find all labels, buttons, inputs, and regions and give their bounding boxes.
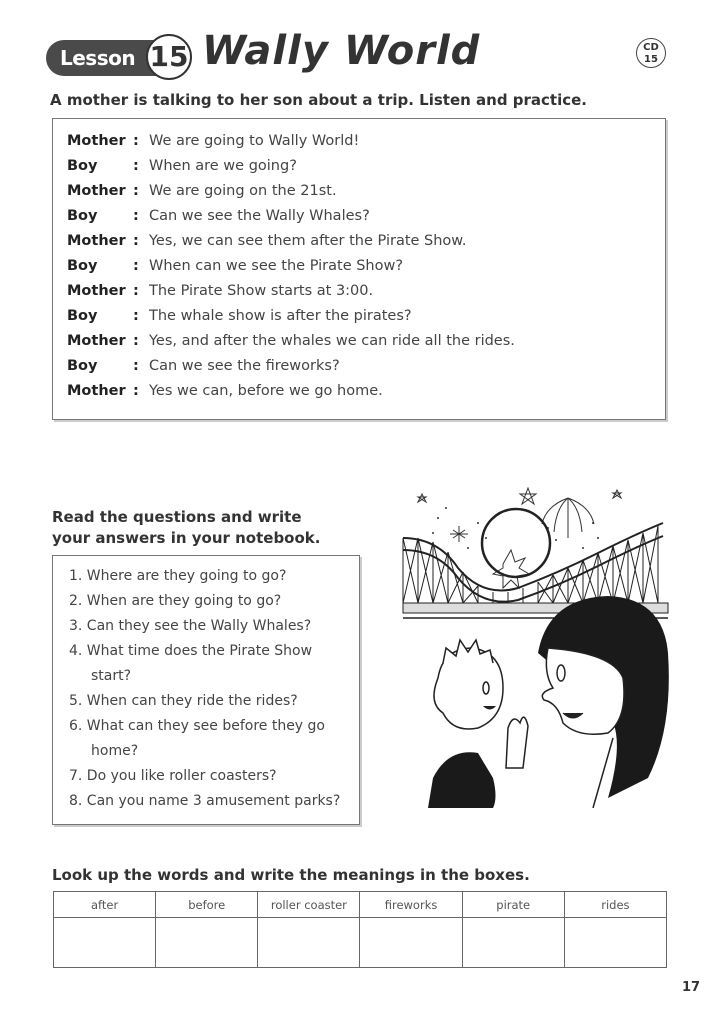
dialogue-text: Yes, we can see them after the Pirate Show. bbox=[149, 233, 467, 249]
vocab-table bbox=[53, 891, 667, 968]
colon: : bbox=[133, 133, 139, 149]
questions-instruction-line2: your answers in your notebook. bbox=[52, 529, 321, 547]
dialogue-line bbox=[67, 258, 403, 280]
question-line: 3. Can they see the Wally Whales? bbox=[69, 618, 312, 634]
question-line: 2. When are they going to go? bbox=[69, 593, 282, 609]
colon: : bbox=[133, 208, 139, 224]
mother-figure bbox=[538, 596, 669, 808]
colon: : bbox=[133, 333, 139, 349]
speaker-name: Mother bbox=[67, 133, 126, 149]
vocab-answer-box[interactable] bbox=[54, 918, 156, 968]
dialogue-line bbox=[67, 183, 337, 205]
vocab-answer-box[interactable] bbox=[156, 918, 258, 968]
dialogue-line bbox=[67, 208, 370, 230]
lesson-label: Lesson bbox=[46, 40, 174, 76]
cd-track-number: 15 bbox=[644, 54, 658, 65]
dialogue-text: Yes we can, before we go home. bbox=[149, 383, 383, 399]
dialogue-line bbox=[67, 383, 383, 405]
colon: : bbox=[133, 358, 139, 374]
dialogue-text: We are going on the 21st. bbox=[149, 183, 337, 199]
roller-coaster-track bbox=[403, 523, 663, 602]
cd-label: CD bbox=[643, 42, 659, 53]
loop-track bbox=[482, 509, 550, 577]
page-number: 17 bbox=[682, 980, 701, 995]
boy-figure bbox=[428, 640, 528, 808]
question-line: 6. What can they see before they go bbox=[69, 718, 325, 734]
vocab-word: pirate bbox=[462, 892, 564, 918]
question-line: 1. Where are they going to go? bbox=[69, 568, 287, 584]
questions-instruction bbox=[52, 507, 320, 549]
colon: : bbox=[133, 258, 139, 274]
vocab-answer-box[interactable] bbox=[360, 918, 462, 968]
question-line: 7. Do you like roller coasters? bbox=[69, 768, 277, 784]
colon: : bbox=[133, 283, 139, 299]
vocab-word: rides bbox=[564, 892, 666, 918]
speaker-name: Boy bbox=[67, 208, 98, 224]
lesson-header bbox=[46, 28, 686, 80]
vocab-instruction: Look up the words and write the meanings in the boxes. bbox=[52, 866, 530, 884]
vocab-answer-box[interactable] bbox=[564, 918, 666, 968]
roller-coaster-illustration bbox=[398, 478, 678, 808]
question-line: 4. What time does the Pirate Show bbox=[69, 643, 313, 659]
vocab-answer-box[interactable] bbox=[462, 918, 564, 968]
dialogue-line bbox=[67, 283, 373, 305]
colon: : bbox=[133, 308, 139, 324]
dialogue-text: When can we see the Pirate Show? bbox=[149, 258, 404, 274]
dialogue-line bbox=[67, 308, 412, 330]
coaster-lattice bbox=[403, 526, 658, 603]
vocab-word: before bbox=[156, 892, 258, 918]
vocab-header-row bbox=[54, 892, 667, 918]
question-line: 8. Can you name 3 amusement parks? bbox=[69, 793, 341, 809]
vocab-word: roller coaster bbox=[258, 892, 360, 918]
dialogue-text: When are we going? bbox=[149, 158, 297, 174]
vocab-word: fireworks bbox=[360, 892, 462, 918]
speaker-name: Mother bbox=[67, 333, 126, 349]
vocab-answer-row bbox=[54, 918, 667, 968]
sparkle-dots bbox=[432, 507, 599, 549]
cd-track-icon bbox=[636, 38, 666, 68]
question-line: home? bbox=[91, 743, 139, 759]
dialogue-line bbox=[67, 233, 466, 255]
dialogue-line bbox=[67, 333, 515, 355]
lesson-number: 15 bbox=[146, 34, 192, 80]
speaker-name: Boy bbox=[67, 158, 98, 174]
dialogue-text: Can we see the Wally Whales? bbox=[149, 208, 370, 224]
colon: : bbox=[133, 233, 139, 249]
dialogue-line bbox=[67, 133, 359, 155]
dialogue-text: Yes, and after the whales we can ride all the rides. bbox=[149, 333, 515, 349]
colon: : bbox=[133, 383, 139, 399]
speaker-name: Mother bbox=[67, 283, 126, 299]
dialogue-instruction: A mother is talking to her son about a trip. Listen and practice. bbox=[50, 91, 587, 109]
speaker-name: Boy bbox=[67, 258, 98, 274]
questions-box bbox=[52, 555, 360, 825]
speaker-name: Boy bbox=[67, 308, 98, 324]
dialogue-line bbox=[67, 358, 340, 380]
question-line: start? bbox=[91, 668, 132, 684]
speaker-name: Boy bbox=[67, 358, 98, 374]
speaker-name: Mother bbox=[67, 183, 126, 199]
colon: : bbox=[133, 183, 139, 199]
dialogue-box bbox=[52, 118, 666, 420]
page-title: Wally World bbox=[202, 28, 481, 74]
vocab-answer-box[interactable] bbox=[258, 918, 360, 968]
questions-instruction-line1: Read the questions and write bbox=[52, 508, 302, 526]
dialogue-line bbox=[67, 158, 297, 180]
colon: : bbox=[133, 158, 139, 174]
speaker-name: Mother bbox=[67, 383, 126, 399]
vocab-word: after bbox=[54, 892, 156, 918]
dialogue-text: The whale show is after the pirates? bbox=[149, 308, 412, 324]
dialogue-text: The Pirate Show starts at 3:00. bbox=[149, 283, 374, 299]
speaker-name: Mother bbox=[67, 233, 126, 249]
question-line: 5. When can they ride the rides? bbox=[69, 693, 298, 709]
dialogue-text: Can we see the fireworks? bbox=[149, 358, 340, 374]
dialogue-text: We are going to Wally World! bbox=[149, 133, 360, 149]
